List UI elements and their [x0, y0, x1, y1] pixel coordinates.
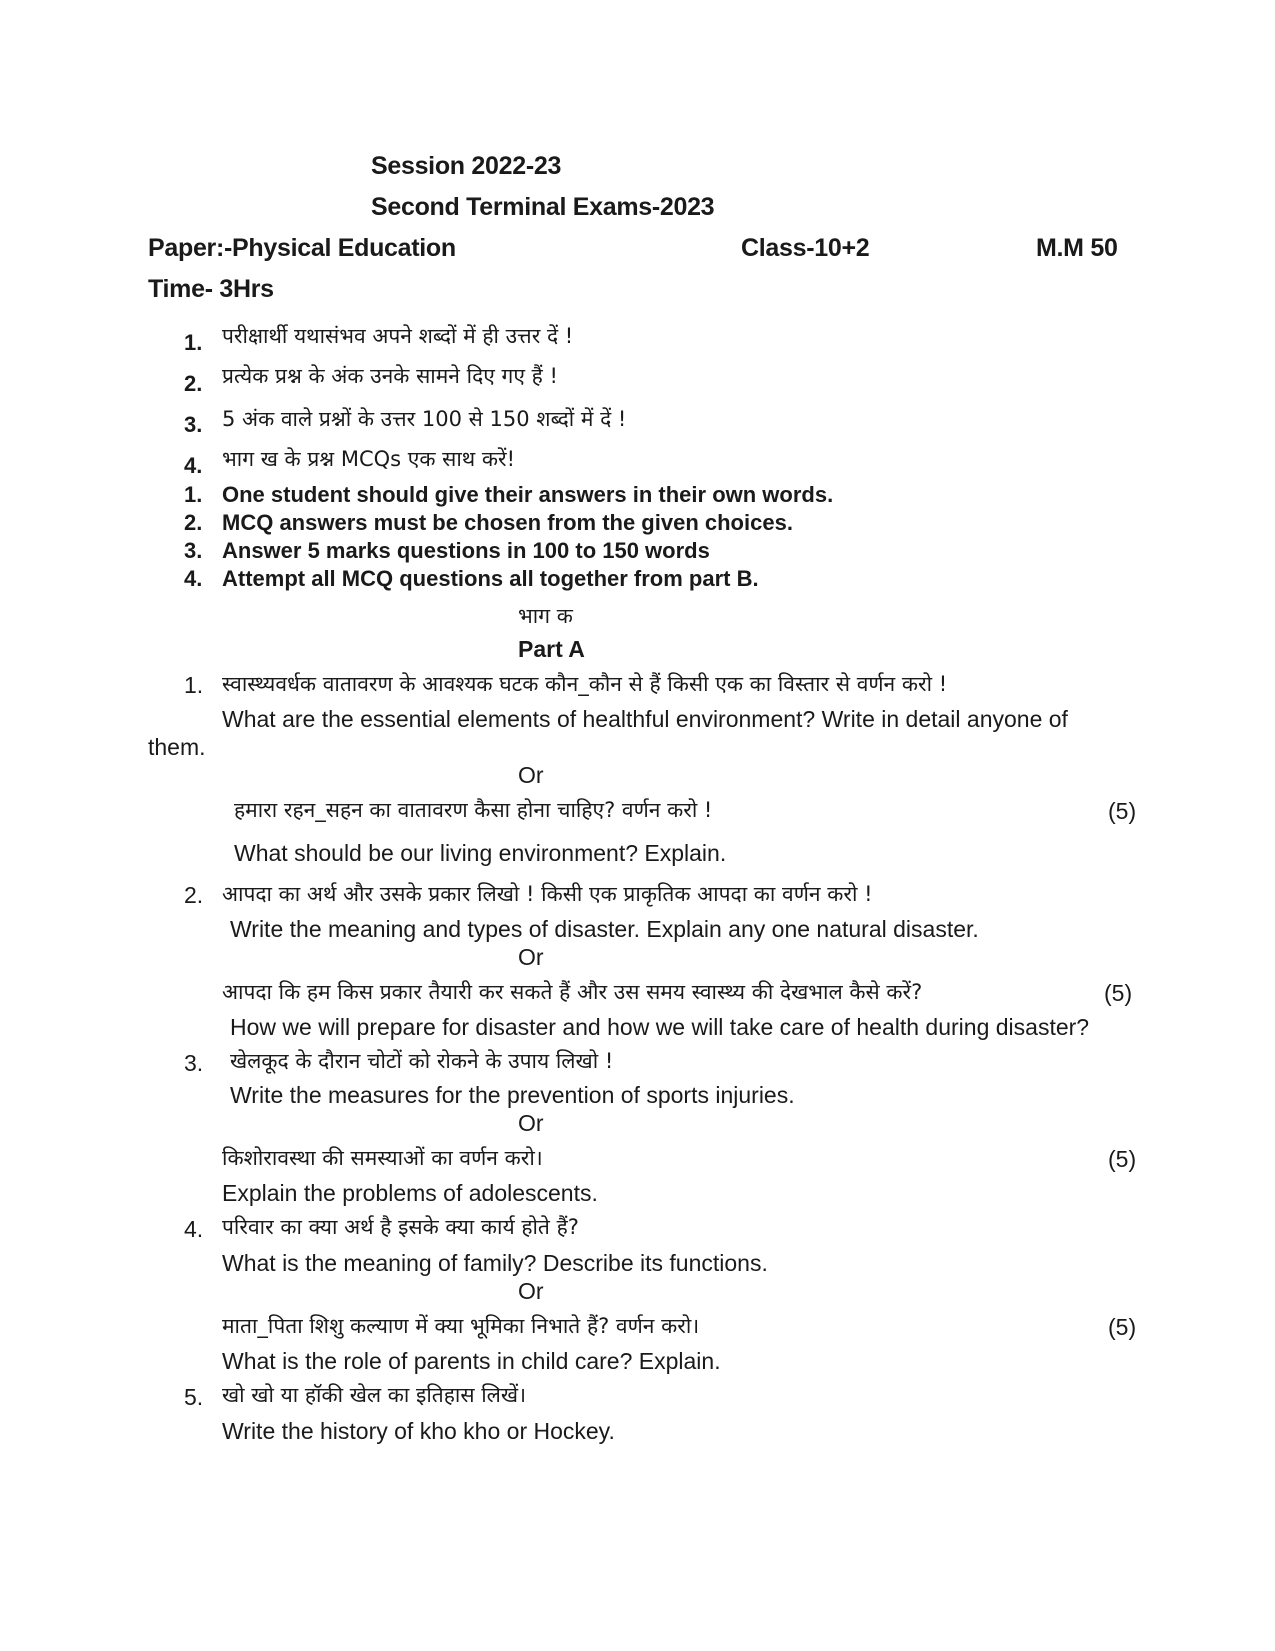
question-hi: खेलकूद के दौरान चोटों को रोकने के उपाय लिखो !: [230, 1049, 614, 1073]
marks-label: (5): [1108, 1314, 1137, 1340]
question-en: What is the meaning of family? Describe its functions.: [222, 1250, 768, 1276]
instruction-en: One student should give their answers in their own words.: [222, 482, 834, 507]
alt-question-en: Explain the problems of adolescents.: [222, 1180, 598, 1206]
alt-question-hi: हमारा रहन_सहन का वातावरण कैसा होना चाहिए? वर्णन करो !: [234, 798, 713, 822]
instruction-hi-number: 1.: [184, 330, 203, 355]
alt-question-hi: किशोरावस्था की समस्याओं का वर्णन करो।: [222, 1146, 543, 1170]
instruction-hi-number: 3.: [184, 412, 203, 437]
session-title: Session 2022-23: [371, 152, 562, 180]
instruction-hi-number: 4.: [184, 453, 203, 478]
instruction-hi: प्रत्येक प्रश्न के अंक उनके सामने दिए गए हैं !: [222, 364, 558, 388]
alt-question-en: How we will prepare for disaster and how we will take care of health during disaster?: [230, 1014, 1090, 1040]
instruction-hi-number: 2.: [184, 371, 203, 396]
class-label: Class-10+2: [741, 234, 870, 262]
instruction-en-number: 4.: [184, 566, 203, 591]
marks-label: (5): [1108, 798, 1137, 824]
alt-question-en: What should be our living environment? Explain.: [234, 840, 727, 866]
question-number: 4.: [184, 1216, 204, 1242]
instruction-hi: परीक्षार्थी यथासंभव अपने शब्दों में ही उत्तर दें !: [222, 324, 574, 348]
or-label: Or: [518, 762, 544, 788]
question-number: 3.: [184, 1050, 204, 1076]
instruction-en: Attempt all MCQ questions all together from part B.: [222, 566, 759, 591]
question-number: 2.: [184, 882, 204, 908]
instruction-en-number: 2.: [184, 510, 203, 535]
time-label: Time- 3Hrs: [148, 275, 274, 303]
max-marks: M.M 50: [1036, 234, 1118, 262]
instruction-hi: 5 अंक वाले प्रश्नों के उत्तर 100 से 150 शब्दों में दें !: [222, 407, 627, 431]
question-en: Write the measures for the prevention of sports injuries.: [230, 1082, 795, 1108]
question-en: Write the meaning and types of disaster. Explain any one natural disaster.: [230, 916, 979, 942]
question-number: 5.: [184, 1384, 204, 1410]
instruction-hi: भाग ख के प्रश्न MCQs एक साथ करें!: [222, 447, 516, 471]
or-label: Or: [518, 944, 544, 970]
paper-name: Paper:-Physical Education: [148, 234, 456, 262]
instruction-en-number: 1.: [184, 482, 203, 507]
or-label: Or: [518, 1278, 544, 1304]
alt-question-hi: माता_पिता शिशु कल्याण में क्या भूमिका निभाते हैं? वर्णन करो।: [222, 1314, 700, 1338]
question-en: Write the history of kho kho or Hockey.: [222, 1418, 615, 1444]
instruction-en: Answer 5 marks questions in 100 to 150 words: [222, 538, 710, 563]
or-label: Or: [518, 1110, 544, 1136]
instruction-en-number: 3.: [184, 538, 203, 563]
alt-question-en: What is the role of parents in child care? Explain.: [222, 1348, 721, 1374]
section-heading-en: Part A: [518, 636, 585, 662]
marks-label: (5): [1104, 980, 1133, 1006]
question-hi: स्वास्थ्यवर्धक वातावरण के आवश्यक घटक कौन_कौन से हैं किसी एक का विस्तार से वर्णन करो !: [222, 672, 948, 696]
question-en: What are the essential elements of healthful environment? Write in detail anyone of: [222, 706, 1068, 732]
marks-label: (5): [1108, 1146, 1137, 1172]
section-heading-hi: भाग क: [518, 604, 573, 628]
question-hi: खो खो या हॉकी खेल का इतिहास लिखें।: [222, 1383, 527, 1407]
question-hi: परिवार का क्या अर्थ है इसके क्या कार्य होते हैं?: [222, 1215, 579, 1239]
alt-question-hi: आपदा कि हम किस प्रकार तैयारी कर सकते हैं और उस समय स्वास्थ्य की देखभाल कैसे करें?: [222, 980, 923, 1004]
question-en-continuation: them.: [148, 734, 206, 760]
exam-title: Second Terminal Exams-2023: [371, 193, 715, 221]
question-number: 1.: [184, 672, 204, 698]
instruction-en: MCQ answers must be chosen from the given choices.: [222, 510, 793, 535]
question-hi: आपदा का अर्थ और उसके प्रकार लिखो ! किसी एक प्राकृतिक आपदा का वर्णन करो !: [222, 882, 873, 906]
